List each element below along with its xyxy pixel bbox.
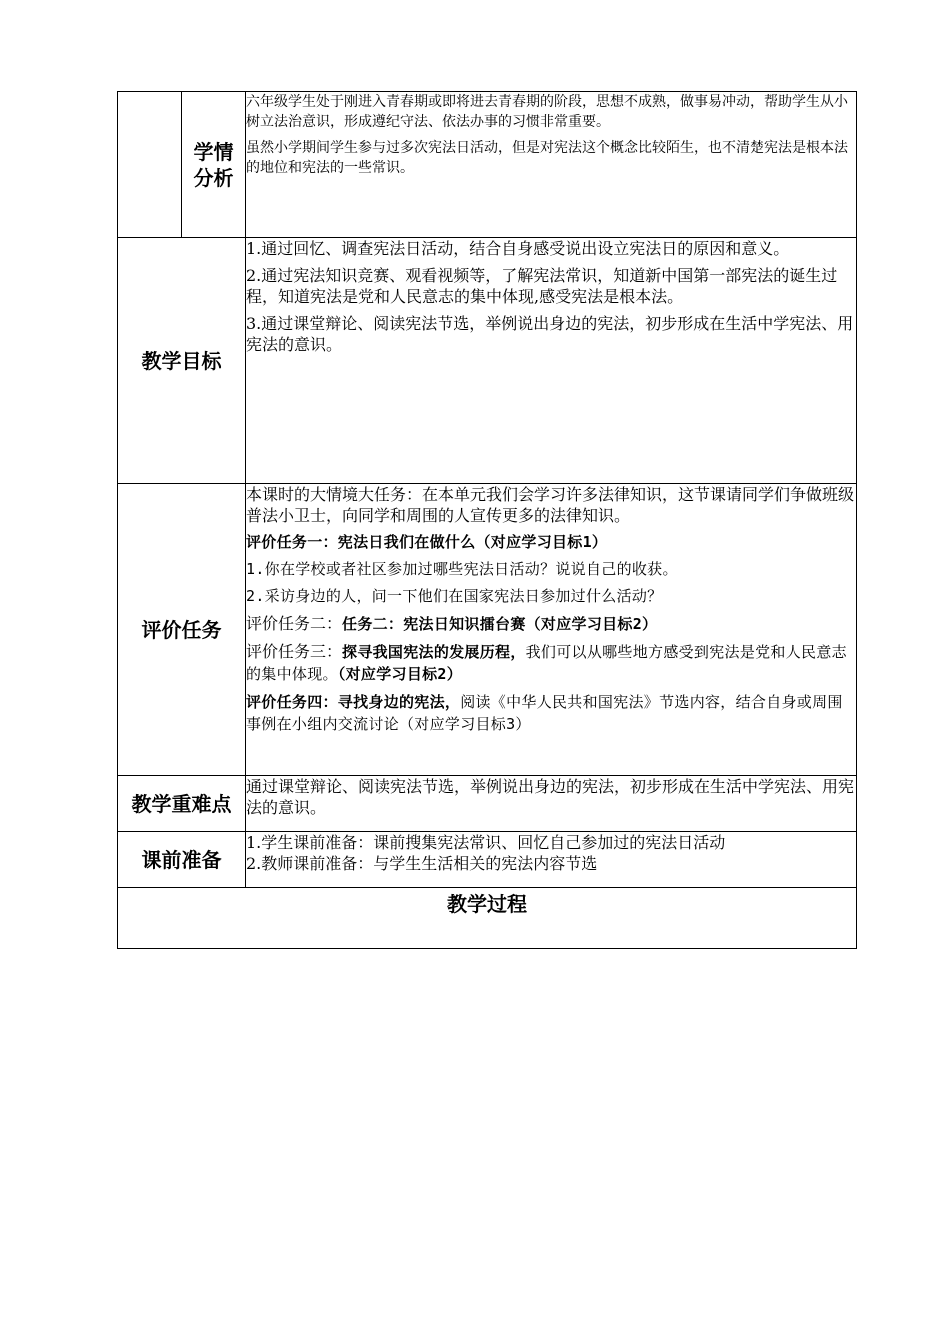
goals-label: 教学目标 xyxy=(118,238,246,484)
goals-row xyxy=(118,238,857,484)
evaluation-task-3-prefix: 评价任务三： xyxy=(246,642,343,661)
evaluation-intro: 本课时的大情境大任务：在本单元我们会学习许多法律知识，这节课请同学们争做班级普法小卫士，向同学和周围的人宣传更多的法律知识。 xyxy=(246,485,855,525)
evaluation-task-3 xyxy=(246,641,856,685)
prep-label: 课前准备 xyxy=(118,832,246,888)
process-row xyxy=(118,888,857,949)
lesson-plan-table xyxy=(117,91,857,949)
evaluation-task-3-text: 我们可以从哪些地方感受到宪法是党和人民意志的集中体现。 xyxy=(246,643,847,683)
analysis-content xyxy=(246,92,857,238)
goal-item-1: 1.通过回忆、调查宪法日活动，结合自身感受说出设立宪法日的原因和意义。 xyxy=(246,239,790,258)
analysis-row xyxy=(118,92,857,238)
evaluation-task-1-title: 评价任务一：宪法日我们在做什么（对应学习目标1） xyxy=(246,533,608,551)
evaluation-task-2 xyxy=(246,613,856,635)
prep-line-2: 2.教师课前准备：与学生生活相关的宪法内容节选 xyxy=(246,854,598,873)
evaluation-task-4-title: 评价任务四：寻找身边的宪法， xyxy=(246,693,461,711)
prep-row xyxy=(118,832,857,888)
evaluation-content xyxy=(246,484,857,776)
evaluation-task-2-prefix: 评价任务二： xyxy=(246,614,343,633)
keypoints-row xyxy=(118,776,857,832)
evaluation-task-3-suffix: （对应学习目标2） xyxy=(337,665,463,683)
analysis-label xyxy=(182,92,246,238)
prep-line-1: 1.学生课前准备：课前搜集宪法常识、回忆自己参加过的宪法日活动 xyxy=(246,833,726,852)
evaluation-task-1-question-2: 2.采访身边的人，问一下他们在国家宪法日参加过什么活动？ xyxy=(246,587,663,605)
evaluation-task-3-title: 探寻我国宪法的发展历程， xyxy=(342,643,526,661)
evaluation-task-1-question-1: 1.你在学校或者社区参加过哪些宪法日活动？说说自己的收获。 xyxy=(246,560,678,578)
analysis-paragraph-2: 虽然小学期间学生参与过多次宪法日活动，但是对宪法这个概念比较陌生，也不清楚宪法是根本法的地位和宪法的一些常识。 xyxy=(246,140,848,176)
analysis-blank-cell xyxy=(118,92,182,238)
keypoints-content: 通过课堂辩论、阅读宪法节选，举例说出身边的宪法，初步形成在生活中学宪法、用宪法的意识。 xyxy=(246,776,857,832)
process-title: 教学过程 xyxy=(118,888,857,949)
goal-item-3: 3.通过课堂辩论、阅读宪法节选，举例说出身边的宪法，初步形成在生活中学宪法、用宪法的意识。 xyxy=(246,314,854,354)
evaluation-row xyxy=(118,484,857,776)
evaluation-task-4 xyxy=(246,691,856,735)
keypoints-label: 教学重难点 xyxy=(118,776,246,832)
evaluation-label: 评价任务 xyxy=(118,484,246,776)
analysis-label-line1: 学情 xyxy=(193,139,234,164)
goals-content xyxy=(246,238,857,484)
goal-item-2: 2.通过宪法知识竞赛、观看视频等，了解宪法常识，知道新中国第一部宪法的诞生过程，知道宪法是党和人民意志的集中体现,感受宪法是根本法。 xyxy=(246,266,838,306)
evaluation-task-4-text: 阅读《中华人民共和国宪法》节选内容，结合自身或周围事例在小组内交流讨论（对应学习目标3） xyxy=(246,693,843,733)
prep-content xyxy=(246,832,857,888)
evaluation-task-2-title: 任务二：宪法日知识擂台赛（对应学习目标2） xyxy=(342,615,658,633)
analysis-label-line2: 分析 xyxy=(193,165,234,190)
analysis-paragraph-1: 六年级学生处于刚进入青春期或即将进去青春期的阶段，思想不成熟，做事易冲动，帮助学生从小树立法治意识，形成遵纪守法、依法办事的习惯非常重要。 xyxy=(246,94,848,130)
